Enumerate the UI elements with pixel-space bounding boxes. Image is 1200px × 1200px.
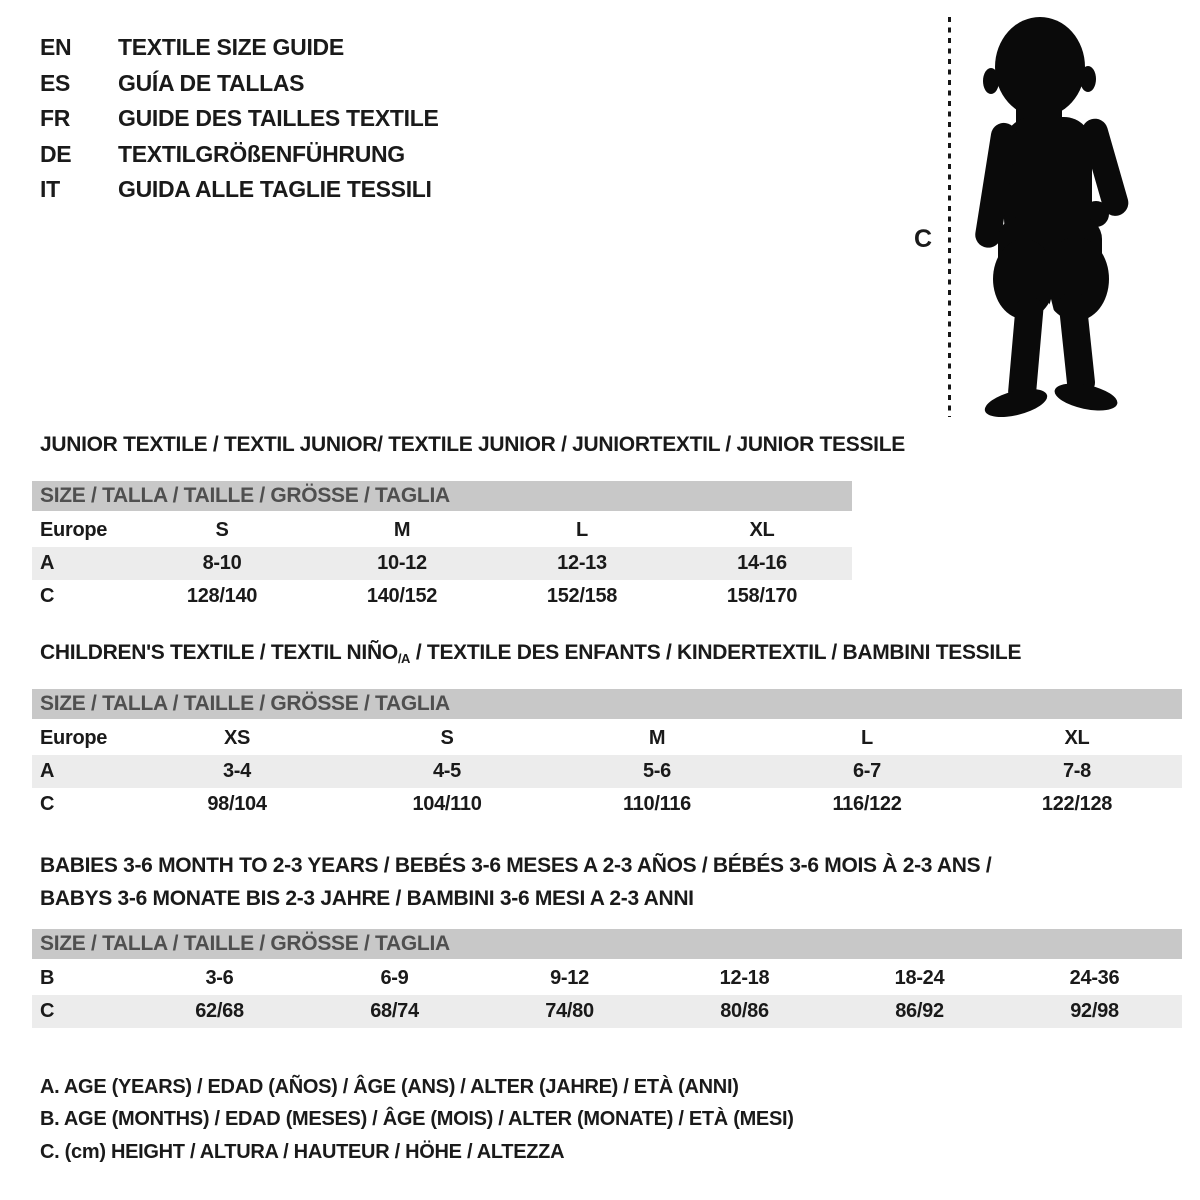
babies-title-line2: BABYS 3-6 MONATE BIS 2-3 JAHRE / BAMBINI 3-6 MESI A 2-3 ANNI xyxy=(40,887,694,910)
height-cell: 152/158 xyxy=(546,585,618,607)
table-row-height xyxy=(32,995,1182,1028)
months-cell: 6-9 xyxy=(380,967,409,989)
language-row-de xyxy=(40,137,439,173)
height-cell: 74/80 xyxy=(545,1000,594,1022)
months-cell: 3-6 xyxy=(205,967,234,989)
height-cell: 68/74 xyxy=(370,1000,419,1022)
size-cell: S xyxy=(215,519,229,541)
height-cell: 80/86 xyxy=(720,1000,769,1022)
row-label: Europe xyxy=(40,727,108,749)
children-section-title xyxy=(40,641,1021,666)
size-header-label: SIZE / TALLA / TAILLE / GRÖSSE / TAGLIA xyxy=(40,484,450,507)
age-cell: 14-16 xyxy=(737,552,787,574)
size-header-bar xyxy=(32,929,1182,959)
table-row-europe xyxy=(32,514,852,547)
children-title-main: CHILDREN'S TEXTILE / TEXTIL NIÑO xyxy=(40,641,398,664)
age-cell: 10-12 xyxy=(377,552,427,574)
table-row-months xyxy=(32,962,1182,995)
size-header-bar xyxy=(32,689,1182,719)
age-cell: 5-6 xyxy=(642,760,671,782)
legend-line-age-months: B. AGE (MONTHS) / EDAD (MESES) / ÂGE (MOIS) / ALTER (MONATE) / ETÀ (MESI) xyxy=(40,1108,794,1131)
language-row-es xyxy=(40,66,439,102)
table-row-age xyxy=(32,547,852,580)
guide-title-de: TEXTILGRÖßENFÜHRUNG xyxy=(118,140,405,167)
row-label: C xyxy=(40,1000,55,1022)
months-cell: 12-18 xyxy=(719,967,770,989)
table-row-height xyxy=(32,580,852,613)
height-cell: 128/140 xyxy=(186,585,258,607)
language-code: DE xyxy=(40,140,72,167)
guide-title-en: TEXTILE SIZE GUIDE xyxy=(118,34,344,61)
row-label: A xyxy=(40,760,55,782)
babies-title-line1: BABIES 3-6 MONTH TO 2-3 YEARS / BEBÉS 3-6 MESES A 2-3 AÑOS / BÉBÉS 3-6 MOIS À 2-3 ANS / xyxy=(40,854,992,877)
size-cell: M xyxy=(393,519,411,541)
guide-title-es: GUÍA DE TALLAS xyxy=(118,69,305,96)
children-size-table xyxy=(32,689,1182,821)
height-measure-label: C xyxy=(914,225,932,253)
table-row-age xyxy=(32,755,1182,788)
junior-section-title: JUNIOR TEXTILE / TEXTIL JUNIOR/ TEXTILE JUNIOR / JUNIORTEXTIL / JUNIOR TESSILE xyxy=(40,433,905,456)
height-cell: 122/128 xyxy=(1041,793,1113,815)
language-code: IT xyxy=(40,176,60,203)
height-cell: 104/110 xyxy=(412,793,482,815)
size-header-label: SIZE / TALLA / TAILLE / GRÖSSE / TAGLIA xyxy=(40,932,450,955)
height-cell: 158/170 xyxy=(726,585,798,607)
language-code: ES xyxy=(40,69,71,96)
row-label: C xyxy=(40,793,55,815)
months-cell: 18-24 xyxy=(894,967,945,989)
language-code: FR xyxy=(40,105,71,132)
size-cell: XL xyxy=(749,519,775,541)
months-cell: 9-12 xyxy=(550,967,589,989)
children-title-subscript: /A xyxy=(397,651,410,666)
height-dashed-line-icon xyxy=(948,17,951,417)
age-cell: 4-5 xyxy=(432,760,461,782)
language-row-fr xyxy=(40,101,439,137)
legend-line-age-years: A. AGE (YEARS) / EDAD (AÑOS) / ÂGE (ANS) / ALTER (JAHRE) / ETÀ (ANNI) xyxy=(40,1075,739,1098)
age-cell: 8-10 xyxy=(202,552,242,574)
language-row-en xyxy=(40,30,439,66)
size-header-bar xyxy=(32,481,852,511)
junior-size-table xyxy=(32,481,852,613)
babies-section-title xyxy=(40,849,991,915)
height-cell: 116/122 xyxy=(832,793,902,815)
row-label: C xyxy=(40,585,55,607)
height-cell: 98/104 xyxy=(207,793,267,815)
size-cell: XL xyxy=(1064,727,1090,749)
height-cell: 110/116 xyxy=(623,793,691,815)
size-cell: L xyxy=(861,727,873,749)
size-cell: S xyxy=(440,727,454,749)
height-cell: 86/92 xyxy=(895,1000,944,1022)
babies-size-table xyxy=(32,929,1182,1028)
guide-title-it: GUIDA ALLE TAGLIE TESSILI xyxy=(118,176,432,203)
row-label: A xyxy=(40,552,55,574)
row-label: Europe xyxy=(40,519,108,541)
size-cell: M xyxy=(648,727,666,749)
guide-title-fr: GUIDE DES TAILLES TEXTILE xyxy=(118,105,439,132)
size-cell: L xyxy=(576,519,588,541)
language-row-it xyxy=(40,172,439,208)
children-title-rest: / TEXTILE DES ENFANTS / KINDERTEXTIL / BAMBINI TESSILE xyxy=(415,641,1022,664)
age-cell: 6-7 xyxy=(852,760,881,782)
table-row-europe xyxy=(32,722,1182,755)
row-label: B xyxy=(40,967,55,989)
age-cell: 3-4 xyxy=(222,760,251,782)
legend-line-height-cm: C. (cm) HEIGHT / ALTURA / HAUTEUR / HÖHE / ALTEZZA xyxy=(40,1140,565,1163)
height-cell: 62/68 xyxy=(195,1000,244,1022)
months-cell: 24-36 xyxy=(1069,967,1120,989)
height-cell: 92/98 xyxy=(1070,1000,1119,1022)
language-title-list xyxy=(40,30,439,208)
language-code: EN xyxy=(40,34,72,61)
table-row-height xyxy=(32,788,1182,821)
height-cell: 140/152 xyxy=(366,585,438,607)
age-cell: 7-8 xyxy=(1062,760,1091,782)
height-measure-figure xyxy=(900,15,1155,423)
age-cell: 12-13 xyxy=(557,552,607,574)
measure-legend xyxy=(40,1071,794,1169)
size-cell: XS xyxy=(223,727,251,749)
toddler-silhouette-icon xyxy=(964,17,1138,417)
size-header-label: SIZE / TALLA / TAILLE / GRÖSSE / TAGLIA xyxy=(40,692,450,715)
